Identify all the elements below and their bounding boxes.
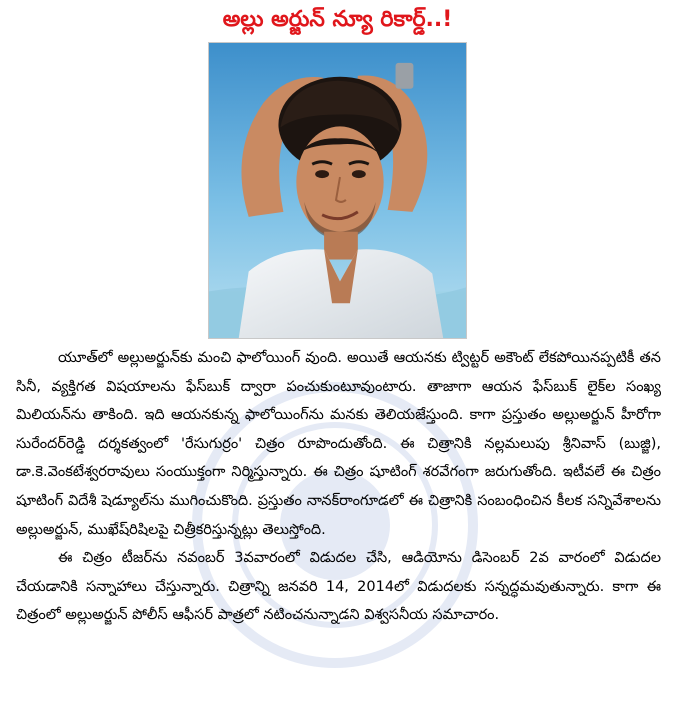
article-body [16,344,661,630]
article-paragraph-1: యూత్‌లో అల్లుఅర్జున్‌కు మంచి ఫాలోయింగ్ వుంది. అయితే ఆయనకు ట్విట్టర్ అకౌంట్ లేకపోయినప్పటికీ తన సినీ, వ్యక్తిగత విషయాలను ఫేస్‌బుక్ ద్వారా పంచుకుంటూవుంటారు. తాజాగా ఆయన ఫేస్‌బుక్ లైక్‌ల సంఖ్య మిలియన్‌ను తాకింది. ఇది ఆయనకున్న ఫాలోయింగ్‌ను మనకు తెలియజేస్తుంది. కాగా ప్రస్తుతం అల్లుఅర్జున్ హీరోగా సురేందర్‌రెడ్డి దర్శకత్వంలో 'రేసుగుర్రం' చిత్రం రూపొందుతోంది. ఈ చిత్రానికి నల్లమలుపు శ్రీనివాస్ (బుజ్జి), డా.కె.వెంకటేశ్వరరావులు సంయుక్తంగా నిర్మిస్తున్నారు. ఈ చిత్రం షూటింగ్ శరవేగంగా జరుగుతోంది. ఇటీవలే ఈ చిత్రం షూటింగ్ విదేశీ షెడ్యూల్‌ను ముగించుకొంది. ప్రస్తుతం నానక్‌రాంగూడలో ఈ చిత్రానికి సంబంధించిన కీలక సన్నివేశాలను అల్లుఅర్జున్, ముఖేష్‌రిషిలపై చిత్రీకరిస్తున్నట్లు తెలుస్తోంది. [16,350,661,538]
article-photo [208,42,467,339]
article-headline: అల్లు అర్జున్ న్యూ రికార్డ్..! [222,7,453,32]
portrait-photo-icon [209,43,466,338]
article-paragraph-2: ఈ చిత్రం టీజర్‌ను నవంబర్ 3వవారంలో విడుదల చేసి, ఆడియోను డిసెంబర్ 2వ వారంలో విడుదల చేయడానికి సన్నాహాలు చేస్తున్నారు. చిత్రాన్ని జనవరి 14, 2014లో విడుదలకు సన్నద్ధమవుతున్నారు. కాగా ఈ చిత్రంలో అల్లుఅర్జున్ పోలీస్ ఆఫీసర్ పాత్రలో నటించనున్నాడని విశ్వసనీయ సమాచారం. [16,550,661,624]
